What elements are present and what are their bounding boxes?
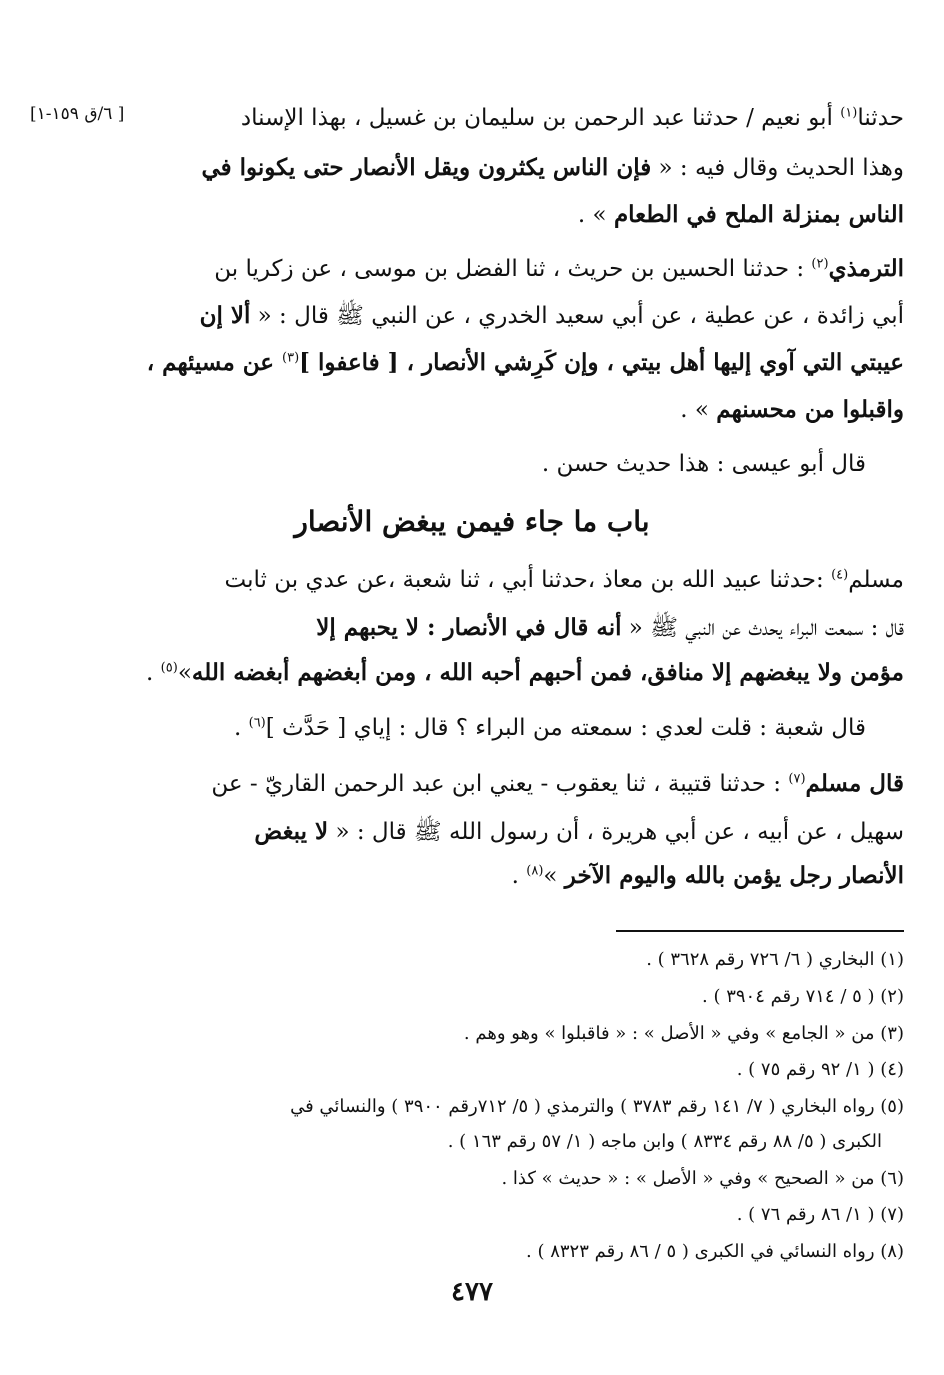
hadith-text: الناس بمنزلة الملح في الطعام <box>613 201 904 228</box>
narration-text: » . <box>680 397 717 423</box>
footnote-ref-2: (٢) <box>811 256 829 272</box>
manuscript-folio-reference: [ ٦/ق ١٥٩-١] <box>30 104 125 124</box>
hadith-text: واقبلوا من محسنهم <box>716 396 904 423</box>
paragraph-3: قال أبو عيسى : هذا حديث حسن . <box>541 451 866 477</box>
paragraph-6-line-3 <box>512 859 904 893</box>
paragraph-2-line-3 <box>147 346 904 380</box>
footnote-ref-5: (٥) <box>160 660 178 676</box>
source-name: الترمذي <box>828 255 904 282</box>
hadith-text: الأنصار رجل يؤمن بالله واليوم الآخر <box>564 862 904 889</box>
chapter-heading: باب ما جاء فيمن يبغض الأنصار <box>294 505 650 538</box>
footnote-6: (٦) من « الصحيح » وفي « الأصل » : « حديث » كذا . <box>501 1168 904 1189</box>
footnote-ref-1: (١) <box>840 105 858 121</box>
paragraph-4-line-3 <box>146 656 904 690</box>
narration-text: أبو نعيم / حدثنا عبد الرحمن بن سليمان بن غسيل ، بهذا الإسناد <box>240 105 841 131</box>
footnote-5-continuation: الكبرى ( ٥/ ٨٨ رقم ٨٣٣٤ ) وابن ماجه ( ١/ ٥٧ رقم ١٦٣ ) . <box>447 1131 882 1152</box>
paragraph-1-line-2 <box>201 151 904 185</box>
paragraph-4-line-1 <box>225 563 904 597</box>
paragraph-1-line-3 <box>578 198 904 232</box>
narration-text: » . <box>577 202 614 228</box>
narration-text: : حدثنا قتيبة ، ثنا يعقوب - يعني ابن عبد الرحمن القاريّ - عن <box>211 771 789 797</box>
narration-text: وهذا الحديث وقال فيه : « <box>651 155 904 181</box>
footnote-ref-6: (٦) <box>248 715 266 731</box>
narration-text: قال : سمعت البراء يحدث عن النبي ﷺ « <box>621 615 904 641</box>
paragraph-5 <box>234 711 866 745</box>
page-number: ٤٧٧ <box>451 1277 493 1307</box>
hadith-text: لا يبغض <box>254 818 329 845</box>
paragraph-4-line-2 <box>316 611 904 645</box>
narration-text: . <box>146 660 161 686</box>
narration-text: : حدثنا الحسين بن حريث ، ثنا الفضل بن موسى ، عن زكريا بن <box>214 256 812 282</box>
footnote-ref-4: (٤) <box>831 567 849 583</box>
narration-text: » <box>543 863 565 889</box>
footnote-2: (٢) ( ٥ / ٧١٤ رقم ٣٩٠٤ ) . <box>702 986 904 1007</box>
footnote-separator <box>616 930 904 932</box>
source-name: قال مسلم <box>805 770 904 797</box>
paragraph-2-line-2 <box>200 299 904 333</box>
paragraph-2-line-4 <box>680 393 904 427</box>
narration-text: . <box>233 715 249 741</box>
footnote-ref-8: (٨) <box>526 863 544 879</box>
narration-text: أبي زائدة ، عن عطية ، عن أبي سعيد الخدري ، عن النبي ﷺ قال : « <box>250 303 904 329</box>
footnote-8: (٨) رواه النسائي في الكبرى ( ٥ / ٨٦ رقم ٨٣٢٣ ) . <box>526 1241 904 1262</box>
footnote-3: (٣) من « الجامع » وفي « الأصل » : « فاقبلوا » وهو وهم . <box>463 1023 904 1044</box>
narration-text: سهيل ، عن أبيه ، عن أبي هريرة ، أن رسول الله ﷺ قال : « <box>328 819 904 845</box>
footnote-7: (٧) ( ١/ ٨٦ رقم ٧٦ ) . <box>736 1204 904 1225</box>
footnote-1: (١) البخاري ( ٦/ ٧٢٦ رقم ٣٦٢٨ ) . <box>646 949 904 970</box>
footnote-ref-7: (٧) <box>788 771 806 787</box>
narration-text: قال شعبة : قلت لعدي : سمعته من البراء ؟ قال : إياي [ حَدَّث ] <box>265 715 866 741</box>
source-name: مسلم <box>848 567 904 593</box>
hadith-text: فإن الناس يكثرون ويقل الأنصار حتى يكونوا في <box>201 154 652 181</box>
paragraph-1-line-1 <box>241 101 904 135</box>
narration-text: . <box>511 863 527 889</box>
hadith-text: عن مسيئهم ، <box>146 349 283 376</box>
hadith-text: عيبتي التي آوي إليها أهل بيتي ، وإن كَرِشي الأنصار ، [ فاعفوا ] <box>299 349 904 376</box>
paragraph-2-line-1 <box>214 252 904 286</box>
paragraph-6-line-1 <box>211 767 904 801</box>
footnote-ref-3: (٣) <box>282 350 300 366</box>
footnote-5: (٥) رواه البخاري ( ٧/ ١٤١ رقم ٣٧٨٣ ) والترمذي ( ٥/ ٧١٢رقم ٣٩٠٠ ) والنسائي في <box>290 1096 904 1117</box>
hadith-text: أنه قال في الأنصار : لا يحبهم إلا <box>316 614 622 641</box>
narration-text: حدثنا <box>857 105 904 131</box>
footnote-4: (٤) ( ١/ ٩٢ رقم ٧٥ ) . <box>736 1059 904 1080</box>
narration-text: » <box>177 660 192 686</box>
hadith-text: ألا إن <box>199 302 251 329</box>
hadith-text: مؤمن ولا يبغضهم إلا منافق، فمن أحبهم أحبه الله ، ومن أبغضهم أبغضه الله <box>191 659 904 686</box>
narration-text: :حدثنا عبيد الله بن معاذ ،حدثنا أبي ، ثنا شعبة ،عن عدي بن ثابت <box>224 567 832 593</box>
paragraph-6-line-2 <box>254 815 904 849</box>
